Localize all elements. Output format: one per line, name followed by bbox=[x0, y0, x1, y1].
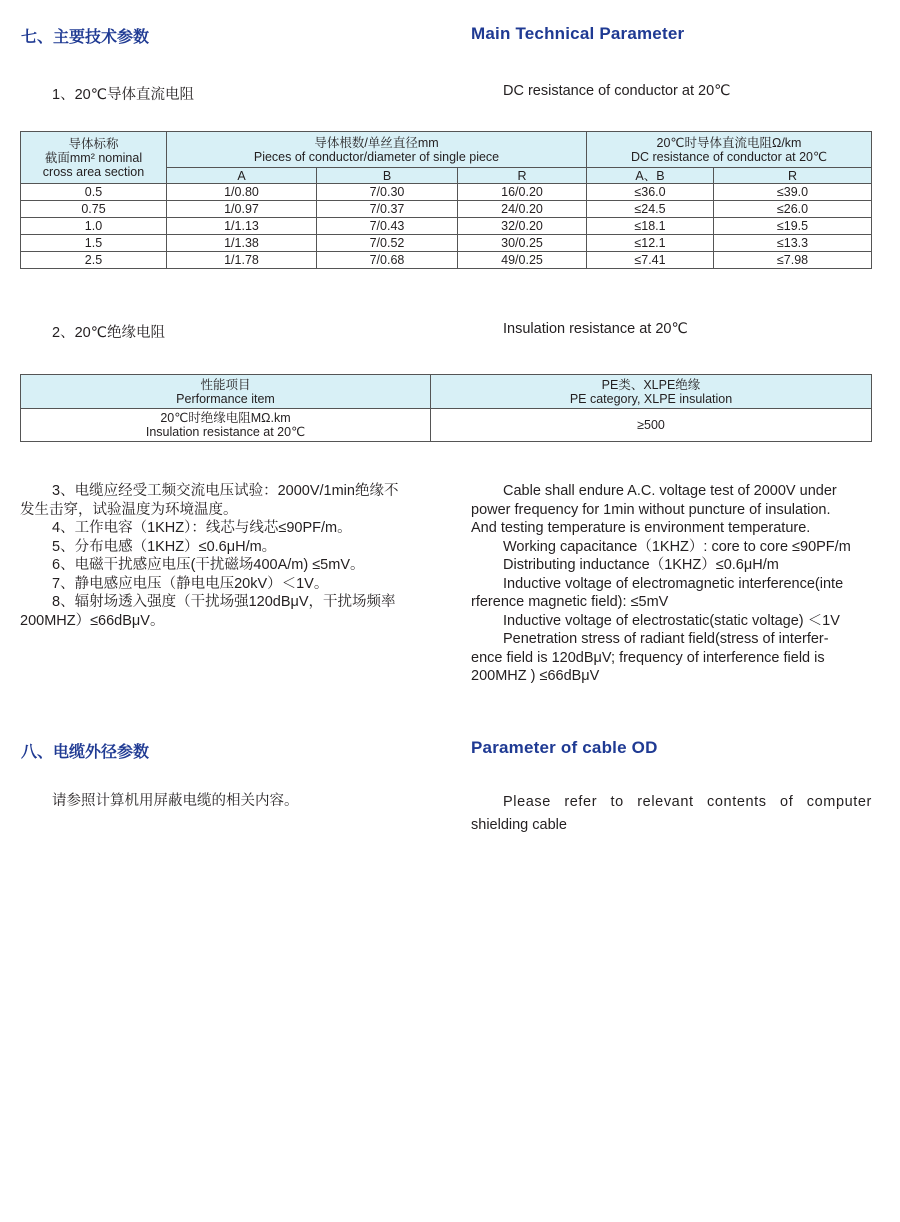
od-text-cn: 请参照计算机用屏蔽电缆的相关内容。 bbox=[52, 793, 299, 809]
cell-b: 7/0.43 bbox=[317, 218, 458, 235]
table-row bbox=[21, 235, 872, 252]
cell-res-r: ≤39.0 bbox=[714, 184, 872, 201]
table-row bbox=[21, 218, 872, 235]
note-line: rference magnetic field): ≤5mV bbox=[471, 594, 669, 610]
cell-r: 16/0.20 bbox=[458, 184, 587, 201]
note-line: 8、辐射场透入强度（干扰场强120dBμV，干扰场频率 bbox=[52, 594, 396, 610]
note-line: Inductive voltage of electromagnetic interference(inte bbox=[503, 575, 844, 592]
header-pe-xlpe: PE类、XLPE绝缘 PE category, XLPE insulation bbox=[431, 375, 872, 409]
cell-a: 1/0.97 bbox=[167, 201, 317, 218]
note-line: Penetration stress of radiant field(stress of interfer- bbox=[503, 631, 829, 647]
note-line: power frequency for 1min without puncture of insulation. bbox=[471, 501, 831, 518]
cell-res-ab: ≤12.1 bbox=[587, 235, 714, 252]
header-nominal-section: 导体标称 截面mm² nominal cross area section bbox=[21, 132, 167, 184]
note-line: Working capacitance（1KHZ）: core to core ≤90PF/m bbox=[503, 538, 851, 555]
cell-section: 2.5 bbox=[21, 252, 167, 269]
dc-heading-en: DC resistance of conductor at 20℃ bbox=[503, 83, 731, 99]
cell-res-r: ≤13.3 bbox=[714, 235, 872, 252]
cell-r: 30/0.25 bbox=[458, 235, 587, 252]
note-line: And testing temperature is environment temperature. bbox=[471, 520, 811, 536]
cell-b: 7/0.68 bbox=[317, 252, 458, 269]
section-title-cn: 七、主要技术参数 bbox=[21, 29, 150, 46]
note-line: Inductive voltage of electrostatic(static voltage) ＜1V bbox=[503, 612, 840, 629]
cell-insulation-value: ≥500 bbox=[431, 409, 872, 442]
ins-heading-en: Insulation resistance at 20℃ bbox=[503, 321, 688, 337]
cell-insulation-label: 20℃时绝缘电阻MΩ.km Insulation resistance at 20℃ bbox=[21, 409, 431, 442]
cell-res-ab: ≤24.5 bbox=[587, 201, 714, 218]
table-row bbox=[21, 184, 872, 201]
cell-res-ab: ≤18.1 bbox=[587, 218, 714, 235]
ins-heading-cn: 2、20℃绝缘电阻 bbox=[52, 325, 165, 341]
header-performance-item: 性能项目 Performance item bbox=[21, 375, 431, 409]
note-line: Distributing inductance（1KHZ）≤0.6μH/m bbox=[503, 557, 779, 573]
section-title-en: Main Technical Parameter bbox=[471, 24, 685, 43]
subheader-a: A bbox=[167, 168, 317, 184]
cell-a: 1/1.38 bbox=[167, 235, 317, 252]
cell-section: 1.5 bbox=[21, 235, 167, 252]
header-dc-resistance: 20℃时导体直流电阻Ω/km DC resistance of conductor at 20℃ bbox=[587, 132, 872, 168]
note-line: 6、电磁干扰感应电压(干扰磁场400A/m) ≤5mV。 bbox=[52, 557, 365, 573]
section8-title-en: Parameter of cable OD bbox=[471, 738, 658, 757]
cell-a: 1/1.13 bbox=[167, 218, 317, 235]
cell-r: 49/0.25 bbox=[458, 252, 587, 269]
note-line: 7、静电感应电压（静电电压20kV）＜1V。 bbox=[52, 575, 329, 592]
table-row bbox=[21, 252, 872, 269]
table-row bbox=[21, 201, 872, 218]
note-line: 5、分布电感（1KHZ）≤0.6μH/m。 bbox=[52, 538, 277, 555]
cell-b: 7/0.30 bbox=[317, 184, 458, 201]
od-line: Please refer to relevant contents of computer bbox=[503, 794, 872, 810]
cell-a: 1/1.78 bbox=[167, 252, 317, 269]
table-row bbox=[21, 409, 872, 442]
subheader-ab: A、B bbox=[587, 168, 714, 184]
cell-r: 32/0.20 bbox=[458, 218, 587, 235]
cell-a: 1/0.80 bbox=[167, 184, 317, 201]
cell-res-r: ≤7.98 bbox=[714, 252, 872, 269]
note-line: ence field is 120dBμV; frequency of interference field is bbox=[471, 649, 825, 666]
cell-res-r: ≤26.0 bbox=[714, 201, 872, 218]
cell-res-r: ≤19.5 bbox=[714, 218, 872, 235]
note-line: Cable shall endure A.C. voltage test of 2000V under bbox=[503, 483, 837, 499]
subheader-r: R bbox=[458, 168, 587, 184]
note-line: 4、工作电容（1KHZ）：线芯与线芯≤90PF/m。 bbox=[52, 520, 352, 536]
cell-section: 0.5 bbox=[21, 184, 167, 201]
note-line: 发生击穿，试验温度为环境温度。 bbox=[20, 501, 238, 518]
note-line: 200MHZ）≤66dBμV。 bbox=[20, 612, 165, 629]
subheader-r2: R bbox=[714, 168, 872, 184]
dc-resistance-table bbox=[20, 131, 872, 269]
cell-b: 7/0.37 bbox=[317, 201, 458, 218]
dc-heading-cn: 1、20℃导体直流电阻 bbox=[52, 87, 194, 103]
cell-res-ab: ≤7.41 bbox=[587, 252, 714, 269]
cell-r: 24/0.20 bbox=[458, 201, 587, 218]
od-text-en bbox=[471, 791, 872, 837]
insulation-resistance-table bbox=[20, 374, 872, 442]
header-pieces-diameter: 导体根数/单丝直径mm Pieces of conductor/diameter of single piece bbox=[167, 132, 587, 168]
note-line: 200MHZ ) ≤66dBμV bbox=[471, 668, 600, 684]
cell-b: 7/0.52 bbox=[317, 235, 458, 252]
section8-title-cn: 八、电缆外径参数 bbox=[21, 744, 150, 761]
cell-section: 1.0 bbox=[21, 218, 167, 235]
od-line: shielding cable bbox=[471, 817, 567, 833]
note-line: 3、电缆应经受工频交流电压试验：2000V/1min绝缘不 bbox=[52, 483, 399, 499]
notes-cn bbox=[20, 482, 425, 630]
cell-section: 0.75 bbox=[21, 201, 167, 218]
notes-en bbox=[471, 482, 872, 686]
cell-res-ab: ≤36.0 bbox=[587, 184, 714, 201]
subheader-b: B bbox=[317, 168, 458, 184]
